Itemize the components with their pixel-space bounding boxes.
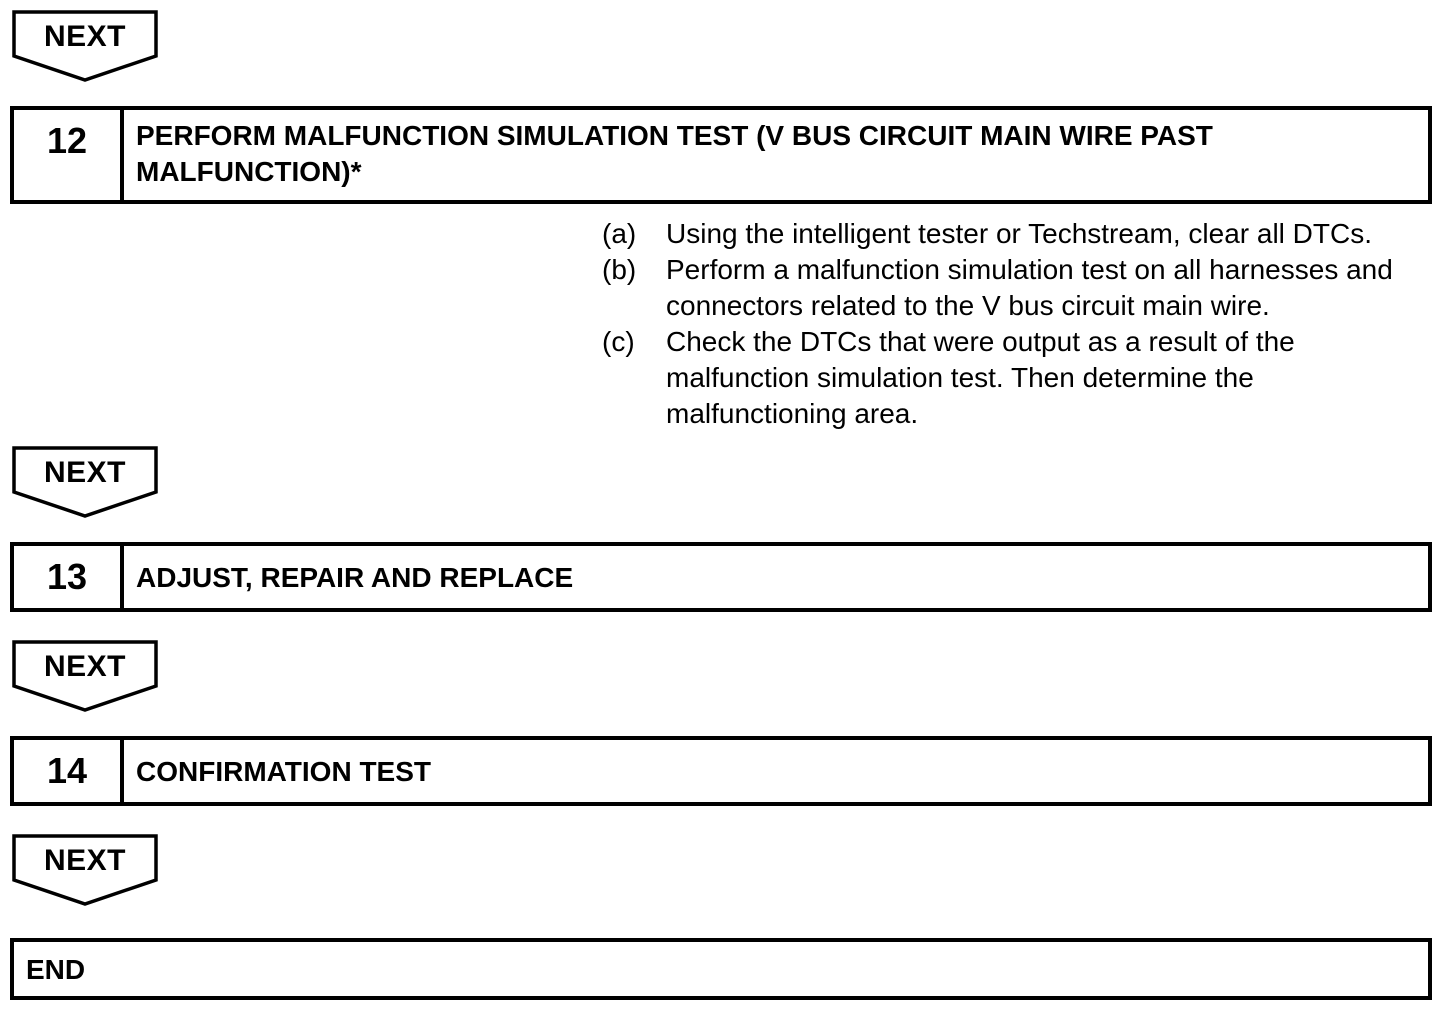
step-14-box [10, 736, 1432, 806]
instruction-letter: (b) [602, 254, 637, 285]
next-label: NEXT [43, 456, 126, 489]
step-12-box [10, 106, 1432, 204]
step-13-box [10, 542, 1432, 612]
step-number: 12 [14, 110, 124, 200]
instruction-text: Using the intelligent tester or Techstream, clear all DTCs. [666, 218, 1372, 249]
next-arrow [12, 446, 158, 518]
instruction-list [602, 216, 1442, 432]
next-label: NEXT [43, 650, 126, 683]
instruction-item [602, 324, 1442, 432]
step-number: 13 [14, 546, 124, 608]
instruction-text: Perform a malfunction simulation test on all harnesses and connectors related to the V bus circuit main wire. [666, 254, 1393, 321]
step-title: CONFIRMATION TEST [136, 756, 432, 787]
instruction-item [602, 216, 1442, 252]
next-arrow [12, 10, 158, 82]
instruction-letter: (a) [602, 218, 637, 249]
step-title: ADJUST, REPAIR AND REPLACE [136, 562, 574, 593]
next-label: NEXT [43, 20, 126, 53]
instruction-letter: (c) [602, 326, 635, 357]
instruction-text: Check the DTCs that were output as a result of the malfunction simulation test. Then determine the malfunctioning area. [666, 326, 1295, 429]
step-title: PERFORM MALFUNCTION SIMULATION TEST (V BUS CIRCUIT MAIN WIRE PAST MALFUNCTION)* [136, 120, 1213, 187]
step-number: 14 [14, 740, 124, 802]
end-box: END [10, 938, 1432, 1000]
next-label: NEXT [43, 844, 126, 877]
next-arrow [12, 834, 158, 906]
instruction-item [602, 252, 1442, 324]
next-arrow [12, 640, 158, 712]
